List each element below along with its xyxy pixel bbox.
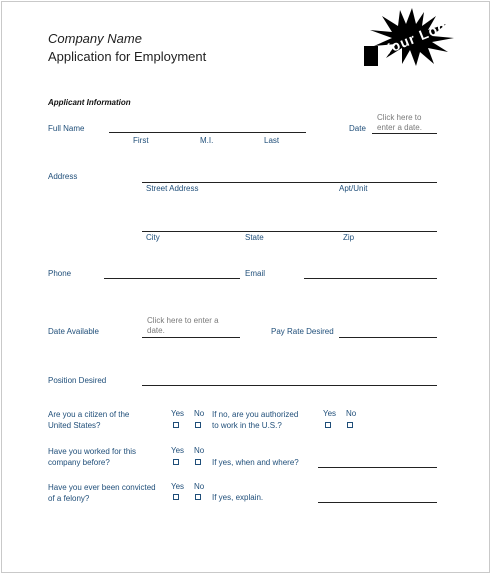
felony-no-label: No [194, 482, 205, 491]
authorized-yes-label: Yes [323, 409, 337, 418]
worked-before-question [48, 446, 136, 468]
first-name-caption: First [133, 136, 149, 145]
authorized-question-line1: If no, are you authorized [212, 410, 299, 419]
date-available-placeholder-line2[interactable]: date. [147, 326, 165, 335]
authorized-question [212, 409, 298, 431]
pay-rate-label: Pay Rate Desired [271, 327, 334, 336]
document-title: Application for Employment [48, 49, 207, 64]
full-name-field[interactable] [109, 132, 306, 133]
citizen-no-checkbox[interactable] [195, 422, 201, 428]
citizen-question [48, 409, 129, 431]
last-name-caption: Last [264, 136, 280, 145]
when-where-label: If yes, when and where? [212, 458, 299, 467]
explain-label: If yes, explain. [212, 493, 264, 502]
felony-yes-label: Yes [171, 482, 185, 491]
authorized-no-label: No [346, 409, 357, 418]
email-label: Email [245, 269, 266, 278]
street-address-field[interactable] [142, 182, 437, 183]
date-placeholder-line2[interactable]: enter a date. [377, 123, 422, 132]
date-placeholder-line1[interactable]: Click here to [377, 113, 422, 122]
felony-question-line1: Have you ever been convicted [48, 483, 156, 492]
felony-no-checkbox[interactable] [195, 494, 201, 500]
date-available-field[interactable] [142, 337, 240, 338]
citizen-yes-checkbox[interactable] [173, 422, 179, 428]
phone-field[interactable] [104, 278, 240, 279]
authorized-question-line2: to work in the U.S.? [212, 421, 282, 430]
authorized-yes-checkbox[interactable] [325, 422, 331, 428]
date-available-label: Date Available [48, 327, 99, 336]
explain-field[interactable] [318, 502, 437, 503]
zip-caption: Zip [343, 233, 355, 242]
company-logo [364, 8, 460, 66]
citizen-no-label: No [194, 409, 205, 418]
worked-before-line2: company before? [48, 458, 110, 467]
felony-question-line2: of a felony? [48, 494, 90, 503]
position-desired-label: Position Desired [48, 376, 107, 385]
position-desired-field[interactable] [142, 385, 437, 386]
citizen-question-line1: Are you a citizen of the [48, 410, 130, 419]
phone-label: Phone [48, 269, 72, 278]
full-name-label: Full Name [48, 124, 85, 133]
date-label: Date [349, 124, 366, 133]
worked-no-checkbox[interactable] [195, 459, 201, 465]
worked-no-label: No [194, 446, 205, 455]
middle-initial-caption: M.I. [200, 136, 214, 145]
authorized-no-checkbox[interactable] [347, 422, 353, 428]
date-field[interactable] [372, 133, 437, 134]
worked-yes-label: Yes [171, 446, 185, 455]
felony-yes-checkbox[interactable] [173, 494, 179, 500]
address-label: Address [48, 172, 78, 181]
worked-before-line1: Have you worked for this [48, 447, 137, 456]
date-available-placeholder-line1[interactable]: Click here to enter a [147, 316, 219, 325]
apt-unit-caption: Apt/Unit [339, 184, 368, 193]
street-address-caption: Street Address [146, 184, 199, 193]
citizen-yes-label: Yes [171, 409, 185, 418]
city-state-zip-field[interactable] [142, 231, 437, 232]
logo-text: Your Logo [379, 13, 459, 59]
pay-rate-field[interactable] [339, 337, 437, 338]
section-title: Applicant Information [48, 98, 131, 107]
worked-yes-checkbox[interactable] [173, 459, 179, 465]
when-where-field[interactable] [318, 467, 437, 468]
email-field[interactable] [304, 278, 437, 279]
company-name: Company Name [48, 31, 142, 46]
city-caption: City [146, 233, 160, 242]
felony-question [48, 482, 156, 504]
citizen-question-line2: United States? [48, 421, 101, 430]
state-caption: State [245, 233, 264, 242]
